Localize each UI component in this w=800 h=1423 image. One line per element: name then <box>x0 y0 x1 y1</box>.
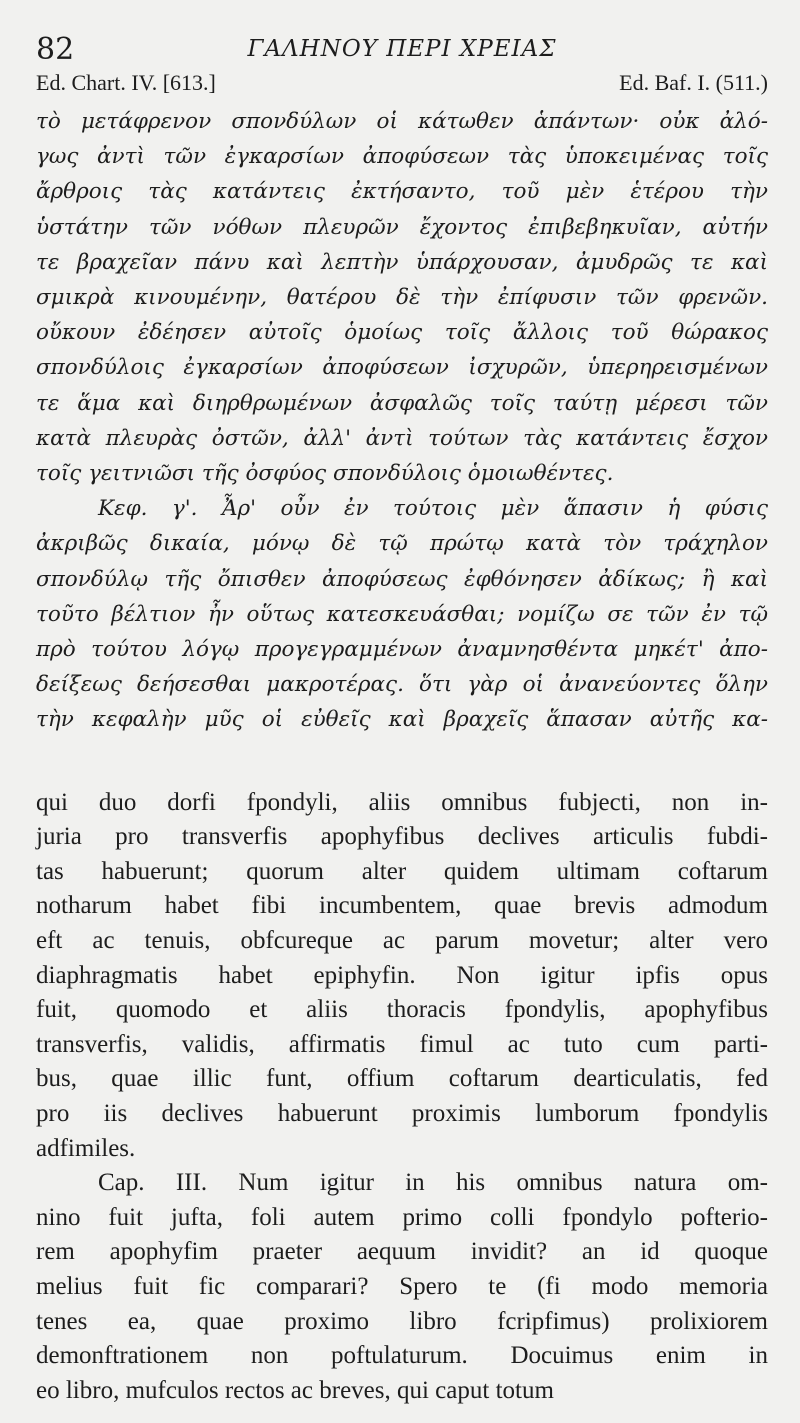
edition-chartier: Ed. Chart. IV. [613.] <box>36 70 216 95</box>
greek-line: τε βραχεῖαν πάνυ καὶ λεπτὴν ὑπάρχουσαν, ἀμυδρῶς τε καὶ <box>36 249 768 275</box>
greek-line: κατὰ πλευρὰς ὀστῶν, ἀλλ' ἀντὶ τούτων τὰς κατάντεις ἔσχον <box>36 425 768 451</box>
page-header <box>36 24 768 70</box>
greek-line: σπονδύλοις ἐγκαρσίων ἀποφύσεων ἰσχυρῶν, ὑπερηρεισμένων <box>36 355 768 381</box>
edition-basel: Ed. Baf. I. (511.) <box>619 70 768 95</box>
latin-line: eft ac tenuis, obfcureque ac parum movetur; alter vero <box>36 927 768 955</box>
latin-line: notharum habet fibi incumbentem, quae brevis admodum <box>36 892 768 920</box>
latin-line: eo libro, mufculos rectos ac breves, qui caput totum <box>36 1376 554 1404</box>
latin-line: adfimiles. <box>36 1134 136 1162</box>
greek-line: σμικρὰ κινουμένην, θατέρου δὲ τὴν ἐπίφυσιν τῶν φρενῶν. <box>36 285 768 311</box>
greek-line: τὸ μετάφρενον σπονδύλων οἱ κάτωθεν ἁπάντων· οὐκ ἀλό- <box>36 109 768 134</box>
greek-line: δείξεως δεήσεσθαι μακροτέρας. ὅτι γὰρ οἱ ἀνανεύοντες ὅλην <box>36 672 768 698</box>
page-number: 82 <box>36 32 75 67</box>
greek-line: τοῖς γειτνιῶσι τῆς ὀσφύος σπονδύλοις ὁμοιωθέντες. <box>36 461 614 487</box>
latin-line: tenes ea, quae proximo libro fcripfimus) prolixiorem <box>36 1307 768 1335</box>
greek-line: τὴν κεφαλὴν μῦς οἱ εὐθεῖς καὶ βραχεῖς ἅπασαν αὐτῆς κα- <box>36 707 768 733</box>
latin-line: bus, quae illic funt, offium coftarum dearticulatis, fed <box>36 1065 768 1093</box>
greek-chapter-start: Κεφ. γ'. Ἆρ' οὖν ἐν τούτοις μὲν ἅπασιν ἡ φύσις <box>98 496 768 522</box>
greek-line: ἀκριβῶς δικαία, μόνῳ δὲ τῷ πρώτῳ κατὰ τὸν τράχηλον <box>36 531 768 557</box>
latin-line: melius fuit fic comparari? Spero te (fi modo memoria <box>36 1272 768 1300</box>
latin-line: juria pro transverfis apophyfibus declives articulis fubdi- <box>36 823 768 851</box>
edition-reference-line <box>36 70 768 104</box>
greek-line: ἄρθροις τὰς κατάντεις ἐκτήσαντο, τοῦ μὲν ἑτέρου τὴν <box>36 179 768 205</box>
greek-line: πρὸ τούτου λόγῳ προγεγραμμένων ἀναμνησθέντα μηκέτ' ἀπο- <box>36 637 768 663</box>
latin-chapter-start: Cap. III. Num igitur in his omnibus natura om- <box>98 1169 768 1197</box>
greek-line: τε ἅμα καὶ διηρθρωμένων ἀσφαλῶς τοῖς ταύτῃ μέρεσι τῶν <box>36 390 768 416</box>
latin-line: rem apophyfim praeter aequum invidit? an id quoque <box>36 1238 768 1266</box>
latin-line: qui duo dorfi fpondyli, aliis omnibus fubjecti, non in- <box>36 788 768 816</box>
latin-text-block <box>36 786 768 1409</box>
greek-line: γως ἀντὶ τῶν ἐγκαρσίων ἀποφύσεων τὰς ὑποκειμένας τοῖς <box>36 144 768 170</box>
latin-line: fuit, quomodo et aliis thoracis fpondylis, apophyfibus <box>36 996 768 1024</box>
greek-line: τοῦτο βέλτιον ἦν οὕτως κατεσκευάσθαι; νομίζω σε τῶν ἐν τῷ <box>36 601 768 627</box>
greek-line: ὑστάτην τῶν νόθων πλευρῶν ἔχοντος ἐπιβεβηκυῖαν, αὐτήν <box>36 214 768 240</box>
greek-text-block <box>36 104 768 738</box>
running-title: ΓΑΛΗΝΟΥ ΠΕΡΙ ΧΡΕΙΑΣ <box>247 36 557 62</box>
greek-line: οὔκουν ἐδέησεν αὐτοῖς ὁμοίως τοῖς ἄλλοις τοῦ θώρακος <box>36 320 768 346</box>
latin-line: transverfis, validis, affirmatis fimul ac tuto cum parti- <box>36 1030 768 1058</box>
latin-line: nino fuit jufta, foli autem primo colli fpondylo pofterio- <box>36 1203 768 1231</box>
greek-line: σπονδύλῳ τῆς ὄπισθεν ἀποφύσεως ἐφθόνησεν ἀδίκως; ἢ καὶ <box>36 566 768 592</box>
latin-line: pro iis declives habuerunt proximis lumborum fpondylis <box>36 1100 768 1127</box>
latin-line: diaphragmatis habet epiphyfin. Non igitur ipfis opus <box>36 961 768 989</box>
latin-line: demonftrationem non poftulaturum. Docuimus enim in <box>36 1342 768 1370</box>
latin-line: tas habuerunt; quorum alter quidem ultimam coftarum <box>36 857 768 885</box>
